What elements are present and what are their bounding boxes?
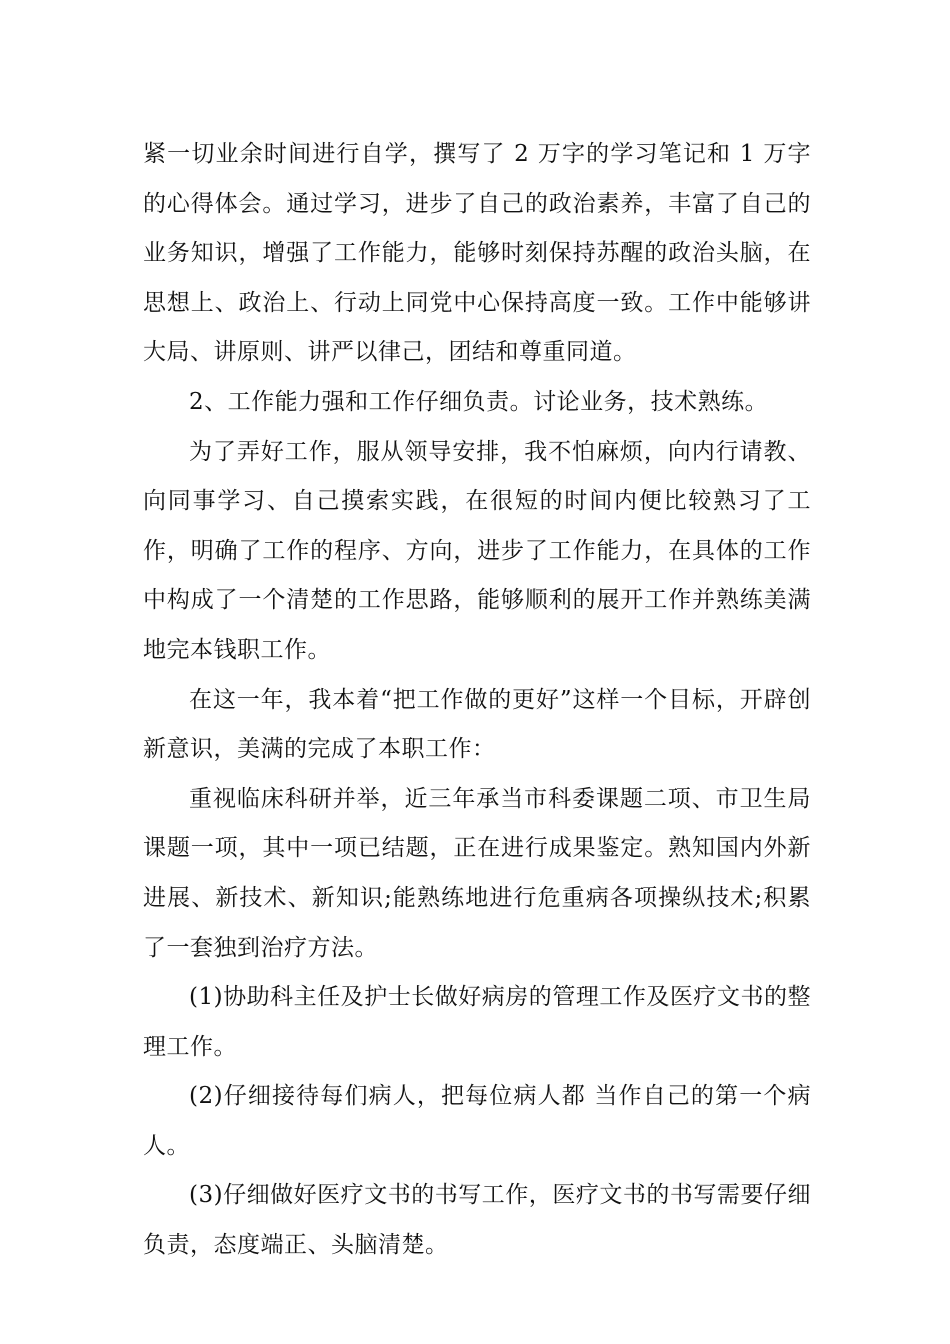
paragraph: 2、工作能力强和工作仔细负责。讨论业务，技术熟练。 bbox=[189, 388, 769, 415]
list-item: (3)仔细做好医疗文书的书写工作，医疗文书的书写需要仔细负责，态度端正、头脑清楚。 bbox=[143, 1182, 811, 1259]
list-item: (2)仔细接待每们病人，把每位病人都 当作自己的第一个病人。 bbox=[143, 1083, 811, 1159]
paragraph: 在这一年，我本着“把工作做的更好”这样一个目标，开辟创新意识，美满的完成了本职工作： bbox=[143, 686, 811, 763]
list-item: (1)协助科主任及护士长做好病房的管理工作及医疗文书的整理工作。 bbox=[143, 984, 811, 1060]
paragraph: 重视临床科研并举，近三年承当市科委课题二项、市卫生局课题一项，其中一项已结题，正在进行成果鉴定。熟知国内外新进展、新技术、新知识;能熟练地进行危重病各项操纵技术;积累了一套独到治疗方法。 bbox=[143, 785, 811, 961]
paragraph-continuation: 紧一切业余时间进行自学，撰写了 2 万字的学习笔记和 1 万字的心得体会。通过学习，进步了自己的政治素养，丰富了自己的业务知识，增强了工作能力，能够时刻保持苏醒的政治头脑，在思想上、政治上、行动上同党中心保持高度一致。工作中能够讲大局、讲原则、讲严以律己，团结和尊重同道。 bbox=[143, 141, 811, 366]
paragraph: 为了弄好工作，服从领导安排，我不怕麻烦，向内行请教、向同事学习、自己摸索实践，在很短的时间内便比较熟习了工作，明确了工作的程序、方向，进步了工作能力，在具体的工作中构成了一个清楚的工作思路，能够顺利的展开工作并熟练美满地完本钱职工作。 bbox=[143, 438, 811, 663]
document-body bbox=[143, 130, 811, 1271]
